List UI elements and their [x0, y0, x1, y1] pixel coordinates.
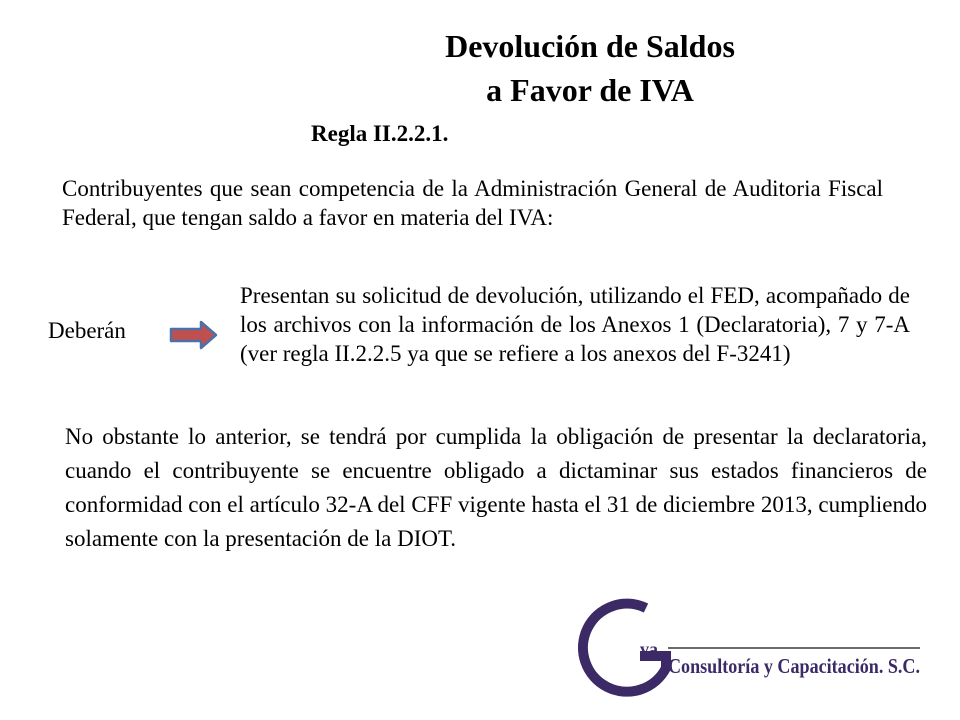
- requirement-text: Presentan su solicitud de devolución, utilizando el FED, acompañado de los archivos con la información de los Anexos 1 (Declaratoria), 7 y 7-A (ver regla II.2.2.5 ya que se refiere a los anexos del F-3241): [240, 283, 910, 366]
- logo-company-name: Consultoría y Capacitación. S.C.: [668, 654, 920, 678]
- arrow-right-icon: [170, 320, 218, 350]
- intro-paragraph: Contribuyentes que sean competencia de la Administración General de Auditoria Fiscal Federal, que tengan saldo a favor en materia del IVA:: [62, 176, 883, 230]
- logo-monogram: va: [640, 639, 658, 659]
- exception-paragraph: No obstante lo anterior, se tendrá por cumplida la obligación de presentar la declaratoria, cuando el contribuyente se encuentre obligado a dictaminar sus estados financieros de conformidad con el artículo 32-A del CFF vigente hasta el 31 de diciembre 2013, cumpliendo solamente con la presentación de la DIOT.: [65, 424, 927, 551]
- rule-reference: Regla II.2.2.1.: [311, 121, 449, 146]
- title-line-2: a Favor de IVA: [486, 72, 694, 108]
- deberan-label: Deberán: [48, 318, 126, 343]
- title-line-1: Devolución de Saldos: [445, 28, 735, 64]
- company-logo: [580, 598, 925, 703]
- slide-title: [380, 24, 800, 112]
